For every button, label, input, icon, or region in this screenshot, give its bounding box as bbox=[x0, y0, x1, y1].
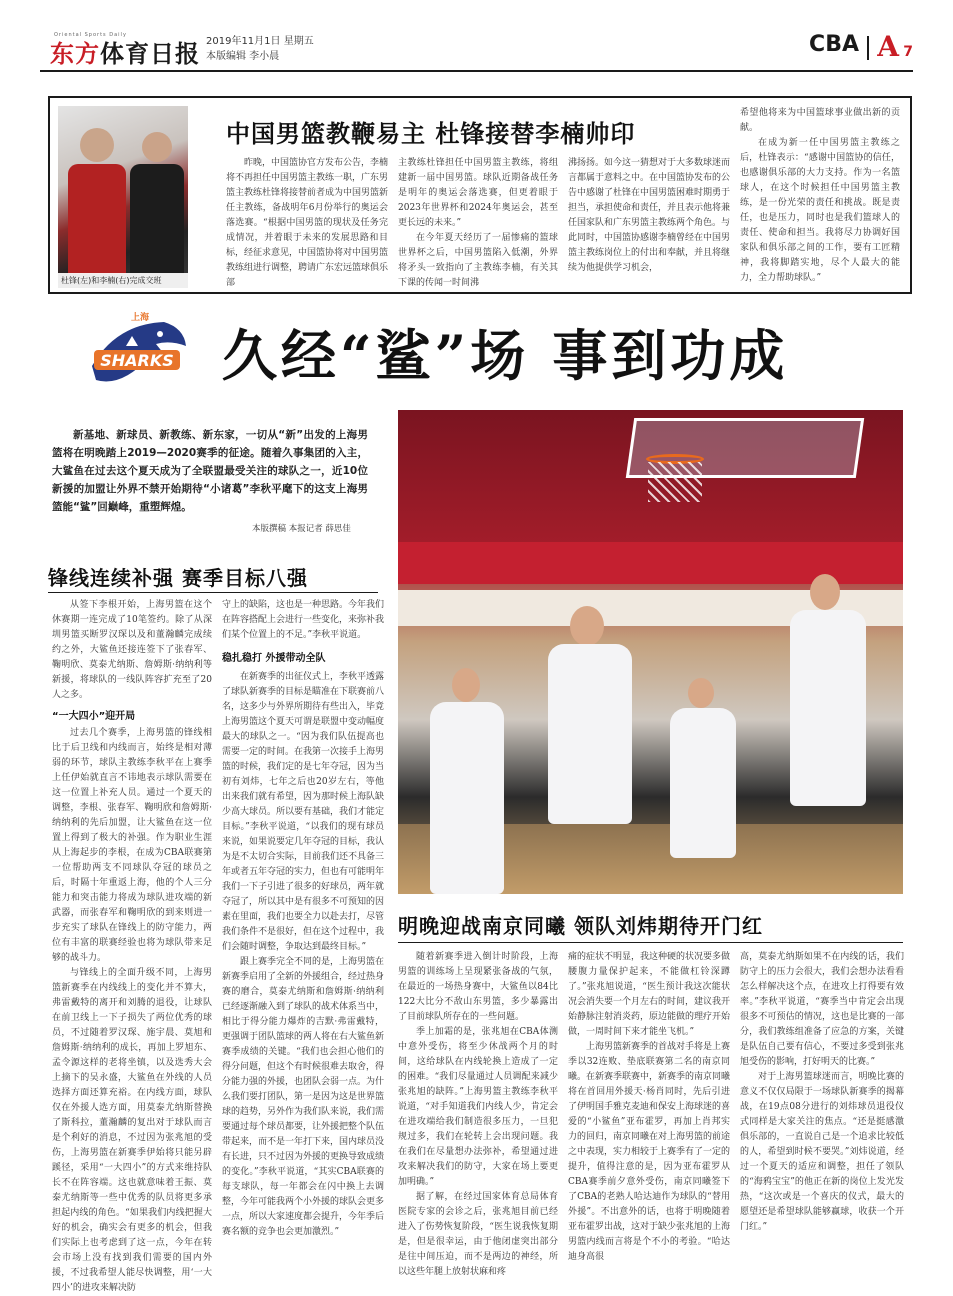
page-editor: 本版编辑 李小晨 bbox=[206, 51, 280, 62]
player-jersey bbox=[670, 708, 736, 858]
coach-col-1: 昨晚，中国篮协官方发布公告，李楠将不再担任中国男篮主教练一职，广东男篮主教练杜锋将接替前者成为中国男篮新任主教练，备战明年6月份举行的奥运会落选赛。“根据中国男篮的现状及任务完成情况，并着眼于未来的发展思路和目标，经征求意见，中国篮协将对中国男篮教练组进行调整，聘请广东宏远篮球俱乐部 bbox=[226, 158, 389, 288]
divider-rule bbox=[48, 592, 378, 593]
issue-date: 2019年11月1日 星期五 bbox=[206, 36, 314, 47]
coach-col-2b: 在今年夏天经历了一届惨痛的篮球世界杯之后，中国男篮陷入低潮，外界将矛头一致指向了主教练李楠，有关其下课的传闻一时间沸 bbox=[398, 233, 558, 288]
player-jersey bbox=[430, 702, 504, 894]
player-head bbox=[810, 574, 840, 610]
section2-col-2 bbox=[568, 950, 730, 1270]
subheadline-2: 明晚迎战南京同曦 领队刘炜期待开门红 bbox=[398, 914, 763, 938]
logo-wordmark: SHARKS bbox=[100, 351, 174, 370]
coach-col-2a: 主教练杜锋担任中国男篮主教练，将组建新一届中国男篮。球队近期备战任务是明年的奥运会落选赛，但更着眼于2023年世界杯和2024年奥运会，甚至更长远的未来。” bbox=[398, 158, 558, 228]
photo-caption: 杜锋(左)和李楠(右)完成交班 bbox=[58, 273, 188, 288]
hoop-net bbox=[648, 462, 702, 502]
main-headline: 久经“鲨”场 事到功成 bbox=[222, 323, 789, 388]
divider-rule bbox=[398, 942, 903, 943]
coach-col-4a: 希望他将来为中国篮球事业做出新的贡献。 bbox=[740, 108, 900, 133]
logo-black-text: 体育日报 bbox=[100, 40, 200, 68]
lead-paragraph: 新基地、新球员、新教练、新东家，一切从“新”出发的上海男篮将在明晚踏上2019—2020赛季的征途。随着久事集团的入主，大鲨鱼在过去这个夏天成为了全联盟最受关注的球队之一，近10位新援的加盟让外界不禁开始期待“小诸葛”李秋平麾下的这支上海男篮能“鲨”回巅峰，重塑辉煌。 bbox=[52, 429, 368, 513]
coach-col-3: 沸扬扬。如今这一猜想对于大多数球迷而言都属于意料之中。在中国篮协发布的公告中感谢了杜锋在中国男篮困难时期勇于担当，承担使命和责任，并且表示他将兼任国家队和广东男篮主教练两个角色。与此同时，中国篮协感谢李楠曾经在中国男篮主教练岗位上的付出和奉献，并且将继续为他提供学习机会， bbox=[568, 158, 731, 273]
coach-du-body bbox=[68, 164, 126, 274]
coach-li-head bbox=[142, 132, 172, 162]
logo-subtitle: Oriental Sports Daily bbox=[54, 32, 127, 38]
subheadline-1: 锋线连续补强 赛季目标八强 bbox=[48, 566, 308, 590]
s2-col1-para-a: 随着新赛季进入倒计时阶段，上海男篮的训练场上呈现紧张备战的气氛，在最近的一场热身赛中，大鲨鱼以84比122大比分不敌山东男篮，多少暴露出了目前球队所存在的一些问题。 bbox=[398, 952, 558, 1022]
logo-city: 上海 bbox=[130, 313, 150, 323]
sharks-team-logo bbox=[86, 306, 190, 410]
s2-col3-para-a: 高，莫泰尤纳斯如果不在内线的话，我们防守上的压力会很大，我们会想办法看看怎么样解决这个点，在进攻上打得要有效率。”李秋平说道，“赛季当中肯定会出现很多不可预估的情况，这也是比赛的一部分，我们教练组准备了应急的方案，关键是队伍自己要有信心，不要过多受到张兆旭受伤的影响，打好明天的比赛。” bbox=[740, 952, 904, 1067]
page-number: 7 bbox=[903, 44, 913, 60]
page-letter: A bbox=[877, 30, 899, 63]
s1-col2-para-c: 跟上赛季完全不同的是，上海男篮在新赛季启用了全新的外援组合，经过热身赛的磨合，莫泰尤纳斯和詹姆斯·纳纳利已经逐渐融入到了球队的战术体系当中，相比于得分能力爆炸的吉默·弗雷戴特，更强调于团队篮球的两人将在右大鲨鱼新赛季成绩的关键。“我们也会担心他们的得分问题，但这个有时候很难去取舍，得分能力强的外援，也团队会弱一点。为什么我们要打团队，第一是因为这是世界篮球的趋势，另外作为我们队来说，我们需要通过每个球员都要，让外援把整个队伍带起来，而不是一年打下来，国内球员没有长进，只不过因为外援的更换导致成绩的变化。”李秋平说道，“其实CBA联赛的每支球队，每一年都会在闪中换上去调整，今年可能我两个小外援的球队会更多一点，所以大家速度都会提升，今年季后赛名额的竞争也会更加激烈。” bbox=[222, 957, 385, 1237]
s2-col1-para-b: 季上加霜的是，张兆旭在CBA体测中意外受伤，将至少休战两个月的时间，这给球队在内线轮换上造成了一定的困难。“我们尽量通过人员调配来减少张兆旭的缺阵。”上海男篮主教练李秋平说道，“对手知道我们内线人少，肯定会在进攻端给我们制造很多压力，一旦犯规过多，我们在轮转上会出现问题。我在我们在尽量想办法弥补，希望通过进攻来解决我们的防守，大家在场上要更加明确。” bbox=[398, 1027, 558, 1187]
section1-col-1 bbox=[52, 598, 212, 1293]
coach-handover-photo bbox=[58, 106, 188, 288]
section-divider bbox=[867, 36, 869, 60]
s1-col1-para-a: 从签下李根开始，上海男篮在这个休赛期一连完成了10笔签约。除了从深圳男篮买断罗汉琛以及和董瀚麟完成续约之外，大鲨鱼还接连签下了张春军、鞠明欣、莫泰尤纳斯、詹姆斯·纳纳利等新援，将球队的一线队阵容扩充至了20人之多。 bbox=[52, 600, 212, 700]
basketball-game-photo bbox=[398, 410, 903, 894]
player-head bbox=[452, 668, 480, 702]
coach-du-head bbox=[80, 128, 114, 162]
player-jersey bbox=[548, 644, 632, 824]
section2-col-1 bbox=[398, 950, 558, 1277]
coach-li-body bbox=[130, 164, 184, 274]
s2-col3-para-b: 对于上海男篮球迷而言，明晚比赛的意义不仅仅局限于一场球队新赛季的揭幕战，在19点08分进行的刘炜球员退役仪式同样是大家关注的焦点。“还是挺感激俱乐部的，一直说自己是一个追求比较低的人，希望到时候不要哭。”刘炜说道，经过一个夏天的适应和调整，担任了领队的“海鸦宝宝”的他正在新的岗位上发光发热，“这次或是一个喜庆的仪式，最大的愿望还是希望球队能够赢球，收获一个开门红。” bbox=[740, 1072, 904, 1232]
s1-col1-para-b: 过去几个赛季，上海男篮的锋线相比于后卫线和内线而言，始终是相对薄弱的环节，球队主教练李秋平在上赛季上任伊始就直言不讳地表示球队需要在这一位置上补充人员。通过一个夏天的调整，李根、张春军、鞠明欣和詹姆斯·纳纳利的先后加盟，让大鲨鱼在这一位置上得到了极大的补强。作为职业生涯从上海起步的李根，在成为CBA联赛第一位帮助两支不同球队夺冠的球员之后，时隔十年重返上海，他的个人三分能力和突击能力将成为球队进攻端的新武器，而张春军和鞠明欣的到来则进一步充实了球队在锋线上的防守能力，两位有丰富的联赛经验也将为球队带来足够的战斗力。 bbox=[52, 728, 212, 963]
logo-red-text: 东方 bbox=[50, 40, 100, 68]
coach-col-2 bbox=[398, 156, 558, 292]
player-head bbox=[570, 606, 604, 646]
s1-col1-para-c: 与锋线上的全面升级不同，上海男篮新赛季在内线线上的变化并不算大，弗雷戴特的离开和刘腾的退役，让球队在前卫线上一下子损失了两位优秀的球员，不过随着罗汉琛、施宇晨、莫旭和詹姆斯·纳纳利的成长，再加上罗旭东、孟令源这样的老将坐镇，以及选秀大会上摘下的吴永盛，大鲨鱼在外线的人员选择方面还算充裕。在内线方面，球队仅在外援人选方面，用莫泰尤纳斯替换了斯科拉，董瀚麟的复出对于球队而言是个利好的消息，不过因为张兆旭的受伤，上海男篮在新赛季伊始将只能另辟蹊径，采用“一大四小”的方式来维持队长不在阵容端。这也就意味着王振、莫泰尤纳斯等一些中优秀的队员将更多承担起内线的角色。“如果我们内线把握大好的机会，确实会有更多的机会，但我们实际上也考虑到了这一点，今年在转会市场上没有找到我们需要的国内外援，不过我希望人能尽快调整，用‘一大四小’的进攻来解决防 bbox=[52, 968, 212, 1293]
masthead bbox=[40, 30, 913, 72]
s1-subhead-2: 稳扎稳打 外援带动全队 bbox=[222, 653, 326, 664]
section1-col-2 bbox=[222, 598, 384, 1270]
s1-col2-para-b: 在新赛季的出征仪式上，李秋平透露了球队新赛季的目标是瞄准在下联赛前八名，这多少与外界所期待有些出入，毕竟上海男篮这个夏天可谓是联盟中变动幅度最大的球队之一。“因为我们队伍提高也需要一定的时间。在我第一次接手上海男篮的时候，我们定的是七年夺冠，因为当初有刘炜，七年之后也20岁左右，等他出来我们就有希望，因为那时候上海队缺少高大球员。所以要有基础，我们才能定目标。”李秋平说道，“以我们的现有球员来说，如果说要定几年夺冠的目标，我认为是不太切合实际，目前我们还不具备三年或者五年夺冠的实力，但也有可能明年我们一下子引进了很多的好球员，两年就夺冠了，所以其中是有很多不可预知的因素在里面，我们也要全力以赴去打，尽管我们条件不是很好，但在这个过程中，我们会随时调整，争取达到最终目标。” bbox=[222, 672, 385, 952]
coach-col-4b: 在成为新一任中国男篮主教练之后，杜锋表示：“感谢中国篮协的信任，也感谢俱乐部的大力支持。作为一名篮球人，在这个时候担任中国男篮主教练，是一份光荣的责任和挑战。既是责任，也是压力，同时也是我们篮球人的责任、使命和担当。我将尽力协调好国家队和俱乐部之间的工作，要有工匠精神，我将脚踏实地，尽个人最大的能力，全力帮助球队。” bbox=[740, 138, 900, 283]
player-head bbox=[688, 678, 714, 708]
s1-subhead-1: “一大四小”迎开局 bbox=[52, 711, 136, 722]
coach-col-4 bbox=[740, 106, 900, 292]
s1-col2-para-a: 守上的缺陷，这也是一种思路。今年我们在阵容搭配上会进行一些变化，来弥补我们某个位置上的不足。”李秋平说道。 bbox=[222, 600, 385, 640]
section2-col-3 bbox=[740, 950, 904, 1270]
byline: 本版撰稿 本报记者 薛思佳 bbox=[252, 524, 351, 534]
coach-headline: 中国男篮教鞭易主 杜锋接替李楠帅印 bbox=[226, 120, 636, 148]
newspaper-logo bbox=[50, 34, 200, 69]
s2-col2-para-a: 痛的症状不明显，我这种硬的状况要多做腰腹力量保护起来，不能做杠铃深蹲了。”张兆旭说道，“医生预计我这次能状况会消失要一个月左右的时间，建议我开始静脉注射消炎药，原边能做的理疗开始做，一周时间下来才能坐飞机。” bbox=[568, 952, 731, 1037]
player-jersey bbox=[790, 610, 866, 806]
s2-col1-para-c: 据了解，在经过国家体育总局体育医院专家的会诊之后，张兆旭目前已经进入了伤势恢复阶段，“医生说我恢复期是，但是很幸运，由于他闭虚突出部分是往中间压迫，而不是两边的神经，所以这些年腿上放射状麻和疼 bbox=[398, 1192, 558, 1277]
coach-story-box bbox=[48, 96, 912, 294]
s2-col2-para-b: 上海男篮新赛季的首战对手将是上赛季以32连败、垫底联赛第二名的南京同曦。在新赛季联赛中，新赛季的南京同曦将在首回用外援天·杨肖同时，先后引进了伊明国手雅克麦迪和保安上海球迷的喜爱的“小鲨鱼”亚布霍罗，再加上肖邦实力的回归，南京同曦在对上海男篮的前途之中表现，实力相较于上赛季有了一定的提升，值得注意的是，因为亚布霍罗从CBA赛季前夕意外受伤，南京同曦签下了CBA的老熟人哈达迪作为球队的“替用外援”。不出意外的话，也将于明晚随着亚布霍罗出战，这对于缺少张兆旭的上海男篮内线而言将是个不小的考验。“哈达迪身高很 bbox=[568, 1042, 731, 1262]
issue-info bbox=[206, 34, 314, 64]
section-tag: CBA bbox=[809, 32, 859, 57]
